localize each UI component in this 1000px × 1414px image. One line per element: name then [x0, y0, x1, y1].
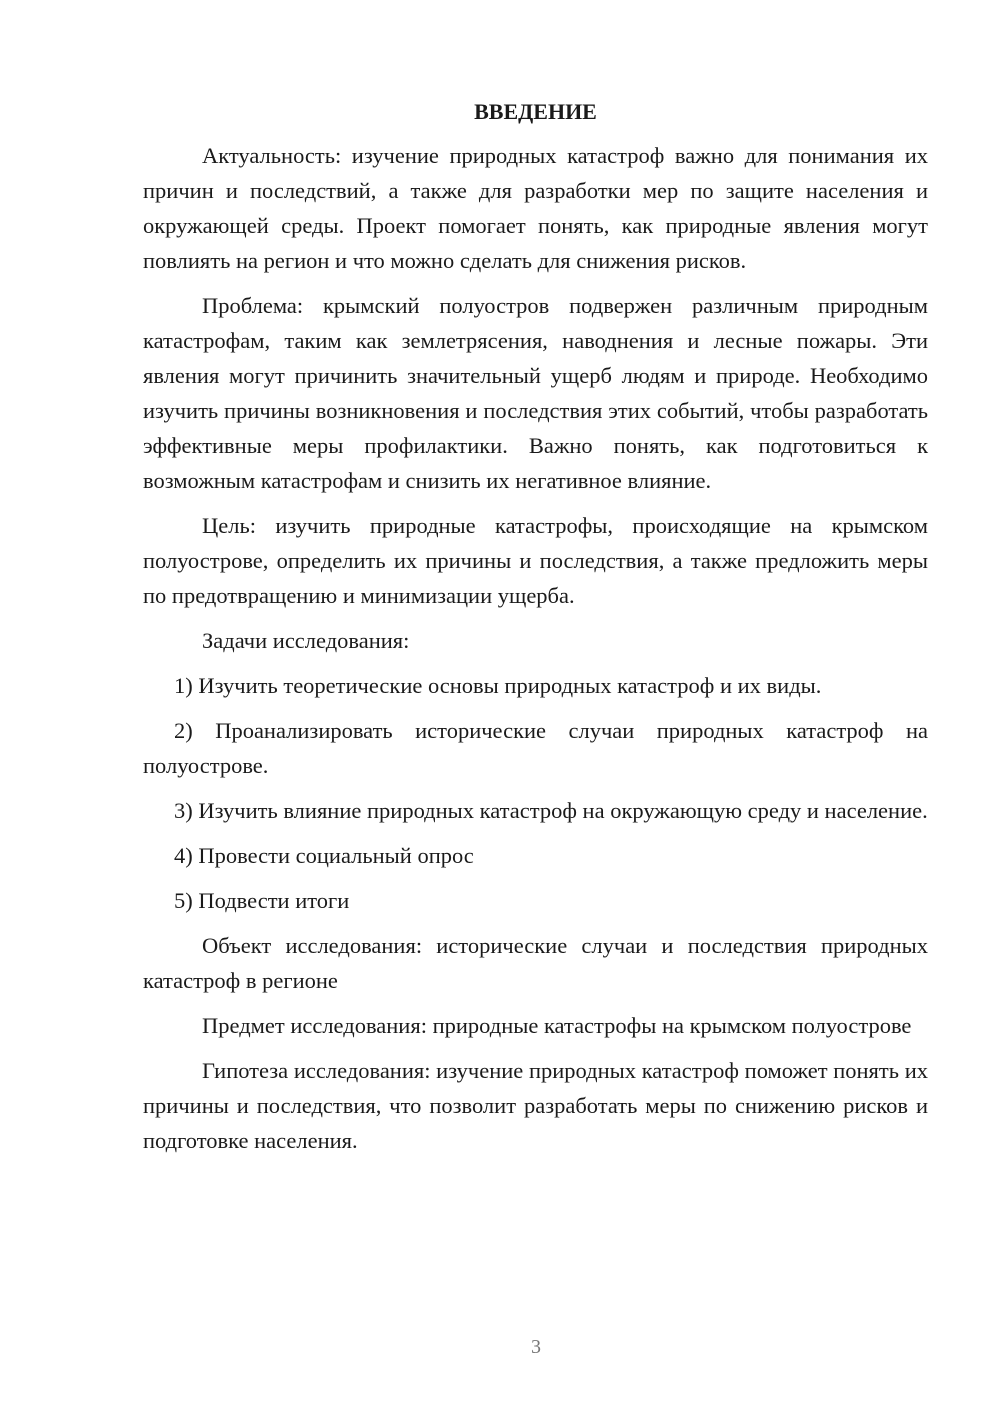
task-item: 2) Проанализировать исторические случаи природных катастроф на полуострове.: [143, 718, 928, 778]
task-item: 3) Изучить влияние природных катастроф на окружающую среду и население.: [174, 798, 928, 823]
object-paragraph: Объект исследования: исторические случаи и последствия природных катастроф в регионе: [143, 933, 928, 993]
section-title: ВВЕДЕНИЕ: [474, 99, 597, 124]
problem-paragraph: Проблема: крымский полуостров подвержен различным природным катастрофам, таким как землетрясения, наводнения и лесные пожары. Эти явления могут причинить значительный ущерб людям и природе. Необходимо изучить причины возникновения и последствия этих событий, чтобы разработать эффективные меры профилактики. Важно понять, как подготовиться к возможным катастрофам и снизить их негативное влияние.: [143, 293, 928, 493]
tasks-heading: Задачи исследования:: [202, 628, 410, 653]
task-item: 4) Провести социальный опрос: [174, 843, 474, 868]
relevance-paragraph: Актуальность: изучение природных катастроф важно для понимания их причин и последствий, а также для разработки мер по защите населения и окружающей среды. Проект помогает понять, как природные явления могут повлиять на регион и что можно сделать для снижения рисков.: [143, 143, 928, 273]
task-item: 1) Изучить теоретические основы природных катастроф и их виды.: [174, 673, 822, 698]
goal-paragraph: Цель: изучить природные катастрофы, происходящие на крымском полуострове, определить их причины и последствия, а также предложить меры по предотвращению и минимизации ущерба.: [143, 513, 928, 608]
page-content: [143, 96, 928, 1168]
task-item: 5) Подвести итоги: [174, 888, 350, 913]
page-number: 3: [531, 1336, 541, 1358]
subject-paragraph: Предмет исследования: природные катастрофы на крымском полуострове: [202, 1013, 912, 1038]
hypothesis-paragraph: Гипотеза исследования: изучение природных катастроф поможет понять их причины и последствия, что позволит разработать меры по снижению рисков и подготовке населения.: [143, 1058, 928, 1153]
